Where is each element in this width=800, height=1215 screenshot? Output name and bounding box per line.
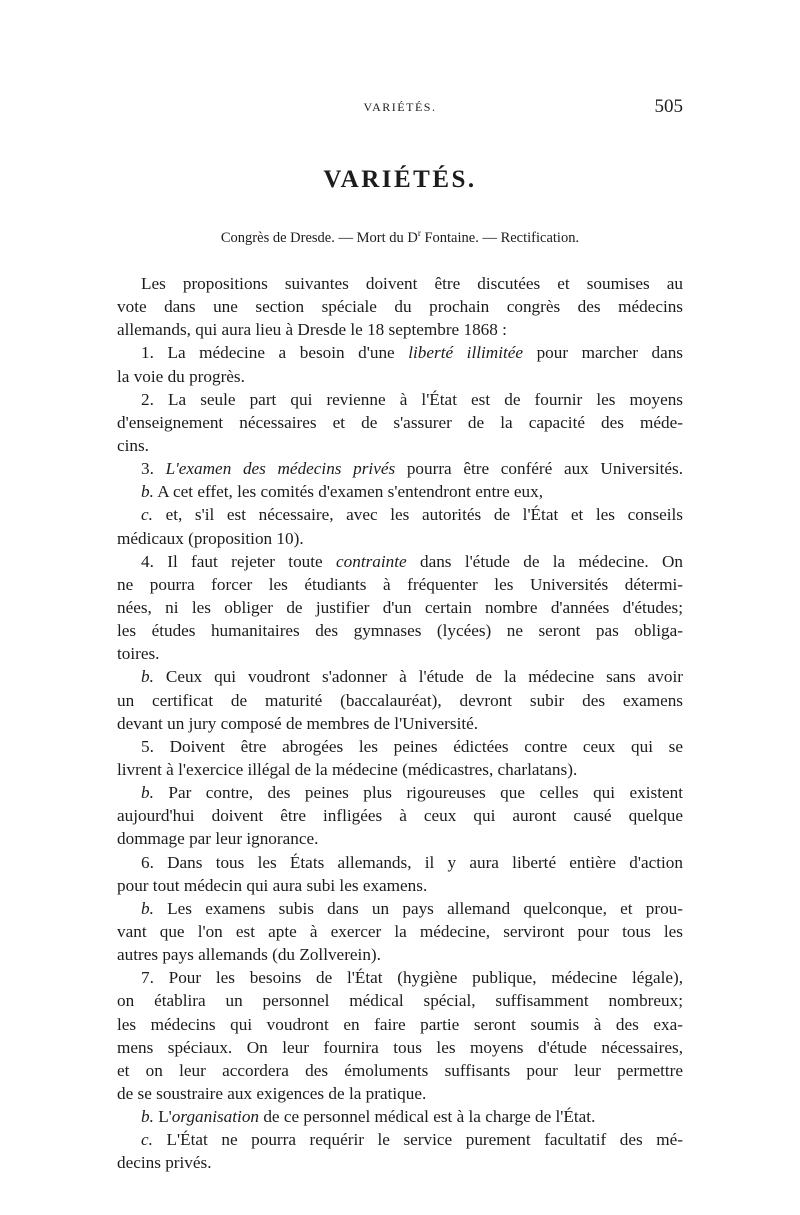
text-line: nées, ni les obliger de justifier d'un certain nombre d'années d'études; [117, 597, 683, 617]
text-line [117, 1128, 683, 1151]
body-text [117, 272, 683, 1174]
italic-phrase: contrainte [336, 551, 407, 571]
text-line: livrent à l'exercice illégal de la médecine (médicastres, charlatans). [117, 759, 578, 779]
text-line: les études humanitaires des gymnases (lycées) ne seront pas obliga- [117, 621, 683, 641]
text-run: de ce personnel médical est à la charge de l'État. [259, 1107, 596, 1127]
text-run: pourra être conféré aux Universités. [395, 459, 684, 479]
item-letter: b. [141, 898, 154, 918]
text-line: 5. Doivent être abrogées les peines édictées contre ceux qui se [141, 736, 683, 756]
italic-phrase: L'examen des médecins privés [165, 459, 396, 479]
text-line: médicaux (proposition 10). [117, 528, 304, 548]
text-run: 4. Il faut rejeter toute [141, 551, 336, 571]
text-run: 1. La médecine a besoin d'une [141, 343, 409, 363]
text-line: decins privés. [117, 1153, 212, 1173]
text-line [117, 897, 683, 920]
text-line: vote dans une section spéciale du prochain congrès des médecins [117, 297, 683, 317]
text-line: allemands, qui aura lieu à Dresde le 18 septembre 1868 : [117, 320, 507, 340]
running-head [117, 96, 683, 118]
item-letter: b. [141, 482, 154, 502]
text-run: A cet effet, les comités d'examen s'entendront entre eux, [153, 482, 544, 502]
text-line: cins. [117, 435, 149, 455]
text-run: Ceux qui voudront s'adonner à l'étude de la médecine sans avoir [153, 667, 683, 687]
text-line: les médecins qui voudront en faire partie seront soumis à des exa- [117, 1014, 683, 1034]
text-line: vant que l'on est apte à exercer la médecine, serviront pour tous les [117, 921, 683, 941]
item-letter: c. [141, 1130, 153, 1150]
text-run: et, s'il est nécessaire, avec les autorités de l'État et les conseils [152, 505, 683, 525]
text-line: Les propositions suivantes doivent être discutées et soumises au [141, 274, 683, 293]
text-line [117, 503, 683, 526]
item-letter: c. [141, 505, 153, 525]
text-line: d'enseignement nécessaires et de s'assurer de la capacité des méde- [117, 412, 683, 432]
text-line: ne pourra forcer les étudiants à fréquenter les Universités détermi- [117, 574, 683, 594]
text-line: dommage par leur ignorance. [117, 829, 319, 849]
text-line [117, 341, 683, 364]
text-run: 3. [141, 459, 166, 479]
text-run: Par contre, des peines plus rigoureuses que celles qui existent [153, 783, 683, 803]
section-subtitle [117, 228, 683, 247]
subtitle-text-after: Fontaine. — Rectification. [420, 229, 580, 246]
text-line: toires. [117, 644, 160, 664]
text-line: 7. Pour les besoins de l'État (hygiène publique, médecine légale), [141, 968, 683, 988]
text-run: Les examens subis dans un pays allemand quelconque, et prou- [153, 898, 683, 918]
text-line: 6. Dans tous les États allemands, il y aura liberté entière d'action [141, 852, 683, 872]
text-line [117, 665, 683, 688]
text-line: de se soustraire aux exigences de la pratique. [117, 1083, 427, 1103]
text-line: autres pays allemands (du Zollverein). [117, 945, 381, 965]
item-letter: b. [141, 1107, 154, 1127]
text-line: pour tout médecin qui aura subi les examens. [117, 875, 428, 895]
text-run: L' [153, 1107, 172, 1127]
text-line [117, 550, 683, 573]
text-run: dans l'étude de la médecine. On [406, 551, 683, 571]
text-line [117, 1105, 683, 1128]
italic-phrase: organisation [171, 1107, 260, 1127]
subtitle-text-before: Congrès de Dresde. — Mort du D [220, 229, 418, 246]
text-line [117, 781, 683, 804]
text-line: mens spéciaux. On leur fournira tous les moyens d'étude nécessaires, [117, 1037, 683, 1057]
text-run: pour marcher dans [523, 343, 683, 363]
text-line: aujourd'hui doivent être infligées à ceux qui auront causé quelque [117, 806, 683, 826]
text-line: la voie du progrès. [117, 366, 245, 386]
subtitle-superscript: r [417, 228, 421, 238]
text-line: et on leur accordera des émoluments suffisants pour leur permettre [117, 1060, 683, 1080]
text-line: un certificat de maturité (baccalauréat), devront subir des examens [117, 690, 683, 710]
text-run: L'État ne pourra requérir le service purement facultatif des mé- [152, 1130, 683, 1150]
text-line [117, 480, 683, 503]
item-letter: b. [141, 783, 154, 803]
running-title: VARIÉTÉS. [363, 100, 437, 114]
item-letter: b. [141, 667, 154, 687]
page-number: 505 [654, 96, 683, 117]
text-line: 2. La seule part qui revienne à l'État est de fournir les moyens [141, 389, 683, 409]
text-line [117, 457, 683, 480]
text-line: devant un jury composé de membres de l'Université. [117, 713, 479, 733]
text-line: on établira un personnel médical spécial, suffisamment nombreux; [117, 991, 683, 1011]
italic-phrase: liberté illimitée [408, 343, 523, 363]
section-title: VARIÉTÉS. [323, 166, 477, 193]
